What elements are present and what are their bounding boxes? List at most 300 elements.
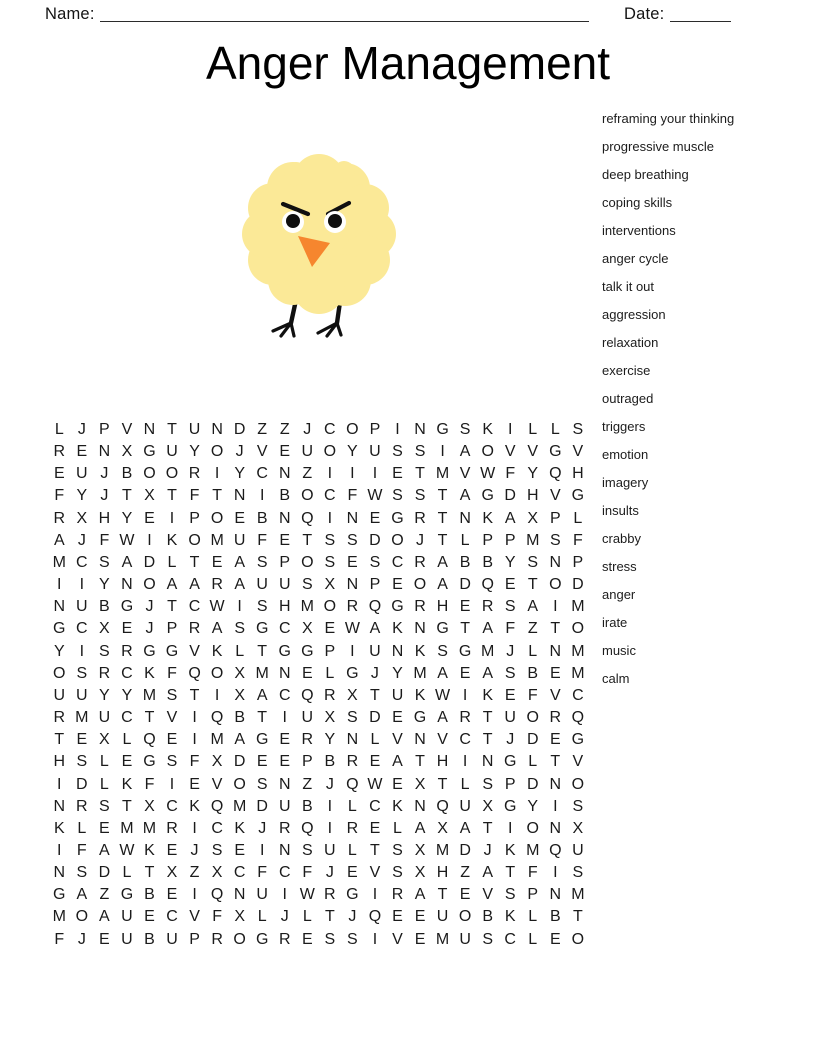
grid-letter: U [301, 443, 314, 461]
grid-letter: I [147, 531, 152, 549]
grid-letter: X [324, 576, 336, 594]
grid-letter: I [57, 841, 62, 859]
grid-letter: E [166, 841, 178, 859]
grid-letter: T [527, 576, 538, 594]
word-list-item: deep breathing [602, 167, 689, 182]
grid-letter: A [459, 443, 471, 461]
word-list-item: crabby [602, 531, 642, 546]
grid-letter: Y [234, 465, 245, 483]
grid-letter: F [302, 864, 313, 882]
grid-letter: Y [527, 797, 539, 815]
grid-letter: K [414, 642, 426, 660]
grid-letter: A [99, 908, 110, 926]
grid-letter: V [166, 709, 178, 727]
grid-letter: J [506, 642, 515, 660]
grid-letter: S [347, 930, 358, 948]
grid-letter: E [279, 443, 291, 461]
grid-letter: V [189, 642, 200, 660]
grid-letter: U [278, 576, 291, 594]
grid-letter: A [234, 553, 245, 571]
grid-letter: U [121, 908, 133, 926]
grid-letter: S [504, 664, 516, 682]
grid-letter: S [504, 886, 516, 904]
grid-letter: A [76, 886, 88, 904]
grid-letter: G [346, 886, 359, 904]
word-list-item: progressive muscle [602, 139, 714, 154]
grid-letter: T [482, 819, 493, 837]
grid-letter: I [327, 797, 333, 815]
grid-letter: L [347, 841, 357, 859]
grid-letter: G [549, 443, 562, 461]
grid-letter: M [526, 531, 540, 549]
grid-letter: I [372, 886, 378, 904]
grid-letter: E [392, 908, 403, 926]
grid-letter: E [459, 598, 471, 616]
grid-letter: K [211, 642, 223, 660]
grid-letter: N [549, 553, 562, 571]
grid-letter: L [528, 753, 538, 771]
grid-letter: I [192, 886, 197, 904]
grid-letter: K [482, 421, 493, 438]
grid-letter: W [209, 598, 225, 616]
grid-letter: P [301, 753, 313, 771]
grid-letter: J [77, 930, 86, 948]
grid-letter: S [166, 753, 178, 771]
grid-letter: O [210, 664, 224, 682]
grid-letter: Q [481, 576, 494, 594]
grid-letter: Q [549, 465, 562, 483]
grid-letter: E [392, 465, 403, 483]
grid-letter: A [482, 664, 493, 682]
grid-letter: U [166, 930, 178, 948]
grid-letter: B [256, 509, 268, 527]
grid-letter: S [392, 841, 403, 859]
grid-letter: X [414, 864, 426, 882]
grid-letter: S [76, 864, 88, 882]
grid-letter: F [99, 531, 110, 549]
grid-letter: R [278, 819, 291, 837]
grid-letter: R [76, 797, 88, 815]
grid-letter: N [549, 775, 562, 793]
grid-letter: F [167, 664, 177, 682]
grid-letter: A [392, 753, 403, 771]
grid-letter: S [76, 664, 88, 682]
grid-letter: U [53, 686, 66, 704]
chick-foot-right [318, 323, 341, 336]
word-list-item: irate [602, 615, 628, 630]
grid-letter: G [120, 598, 134, 616]
grid-letter: A [437, 553, 448, 571]
grid-letter: Y [99, 686, 110, 704]
grid-letter: K [234, 819, 245, 837]
grid-letter: A [459, 819, 471, 837]
grid-letter: C [369, 797, 381, 815]
grid-letter: G [301, 642, 314, 660]
grid-letter: T [167, 598, 177, 616]
grid-letter: L [122, 731, 132, 749]
grid-letter: O [233, 775, 246, 793]
grid-letter: S [572, 797, 584, 815]
grid-letter: F [527, 686, 538, 704]
grid-letter: O [549, 576, 562, 594]
grid-letter: A [504, 509, 516, 527]
grid-letter: R [53, 709, 66, 727]
grid-letter: R [346, 598, 359, 616]
grid-letter: A [234, 731, 245, 749]
grid-letter: S [166, 686, 178, 704]
grid-letter: N [346, 731, 359, 749]
word-list-item: outraged [602, 391, 654, 406]
grid-letter: T [505, 864, 516, 882]
angry-chick-illustration [226, 146, 411, 351]
grid-letter: Q [301, 686, 314, 704]
grid-letter: S [347, 531, 358, 549]
grid-letter: T [437, 487, 448, 505]
grid-letter: C [459, 731, 471, 749]
grid-letter: Q [301, 509, 314, 527]
grid-letter: E [121, 753, 133, 771]
grid-letter: O [210, 509, 224, 527]
grid-letter: T [460, 620, 470, 638]
grid-letter: M [435, 465, 450, 483]
grid-letter: G [503, 753, 517, 771]
grid-letter: U [369, 443, 381, 461]
grid-letter: Y [324, 731, 336, 749]
grid-letter: C [572, 686, 584, 704]
grid-letter: A [437, 576, 448, 594]
grid-letter: A [53, 531, 65, 549]
grid-letter: E [392, 576, 403, 594]
grid-letter: I [395, 421, 400, 438]
grid-letter: I [440, 443, 445, 461]
grid-letter: S [504, 598, 516, 616]
grid-letter: S [414, 443, 426, 461]
word-list-item: aggression [602, 307, 666, 322]
grid-letter: J [77, 421, 86, 438]
grid-letter: S [99, 642, 110, 660]
grid-letter: E [369, 753, 381, 771]
grid-letter: S [572, 864, 584, 882]
grid-letter: H [436, 598, 449, 616]
grid-letter: C [278, 686, 291, 704]
grid-letter: V [437, 731, 448, 749]
grid-letter: X [211, 753, 223, 771]
grid-letter: E [549, 664, 561, 682]
grid-letter: R [414, 598, 426, 616]
grid-letter: I [372, 465, 378, 483]
grid-letter: Q [143, 731, 156, 749]
grid-letter: S [482, 775, 493, 793]
grid-letter: S [76, 753, 88, 771]
grid-letter: P [527, 886, 539, 904]
grid-letter: V [572, 753, 584, 771]
grid-letter: T [550, 620, 561, 638]
grid-letter: N [459, 509, 471, 527]
grid-letter: S [392, 487, 403, 505]
grid-letter: T [324, 908, 335, 926]
grid-letter: R [278, 930, 291, 948]
grid-letter: C [188, 598, 201, 616]
grid-letter: R [166, 819, 178, 837]
grid-letter: V [549, 686, 561, 704]
grid-letter: E [392, 775, 403, 793]
grid-letter: U [121, 930, 133, 948]
word-list-item: exercise [602, 363, 651, 378]
grid-letter: H [53, 753, 66, 771]
grid-letter: G [436, 620, 449, 638]
grid-letter: V [549, 487, 561, 505]
grid-letter: T [144, 709, 155, 727]
grid-letter: A [121, 553, 133, 571]
grid-letter: D [143, 553, 156, 571]
grid-letter: O [571, 775, 585, 793]
grid-letter: X [437, 819, 448, 837]
grid-letter: C [211, 819, 223, 837]
grid-letter: E [549, 731, 561, 749]
grid-letter: Q [436, 797, 449, 815]
grid-letter: G [143, 443, 156, 461]
grid-letter: F [54, 930, 65, 948]
grid-letter: L [54, 421, 64, 438]
grid-letter: M [435, 930, 450, 948]
grid-letter: E [504, 576, 516, 594]
grid-letter: T [54, 731, 65, 749]
grid-letter: T [257, 709, 268, 727]
grid-letter: G [143, 642, 156, 660]
grid-letter: I [192, 709, 197, 727]
chick-eye-pupil-right [328, 214, 342, 228]
grid-letter: P [189, 509, 200, 527]
grid-letter: L [257, 908, 267, 926]
grid-letter: W [435, 686, 451, 704]
grid-letter: R [414, 509, 426, 527]
chick-foot-left [273, 323, 294, 336]
grid-letter: T [122, 797, 132, 815]
grid-letter: L [235, 642, 245, 660]
grid-letter: I [462, 686, 468, 704]
grid-letter: A [527, 598, 539, 616]
grid-letter: O [188, 531, 201, 549]
grid-letter: T [167, 421, 177, 438]
grid-letter: D [256, 797, 268, 815]
grid-letter: V [482, 886, 493, 904]
grid-letter: W [119, 841, 135, 859]
grid-letter: E [301, 930, 313, 948]
grid-letter: X [301, 620, 313, 638]
grid-letter: S [324, 553, 336, 571]
grid-letter: E [99, 930, 110, 948]
grid-letter: U [436, 908, 449, 926]
grid-letter: T [212, 487, 222, 505]
grid-letter: I [350, 642, 355, 660]
grid-letter: G [255, 620, 269, 638]
grid-letter: Q [368, 908, 382, 926]
grid-letter: W [299, 886, 315, 904]
grid-letter: S [459, 421, 471, 438]
grid-letter: N [278, 775, 291, 793]
grid-letter: D [459, 841, 471, 859]
grid-letter: Q [210, 797, 224, 815]
grid-letter: E [279, 531, 291, 549]
grid-letter: L [573, 509, 583, 527]
grid-letter: R [53, 509, 66, 527]
grid-letter: A [211, 620, 223, 638]
grid-letter: I [327, 819, 333, 837]
chick-eye-pupil-left [286, 214, 300, 228]
grid-letter: F [76, 841, 87, 859]
word-list-item: imagery [602, 475, 649, 490]
grid-letter: B [482, 553, 493, 571]
grid-letter: G [436, 421, 449, 438]
grid-letter: H [278, 598, 291, 616]
grid-letter: C [76, 553, 88, 571]
grid-letter: S [234, 620, 245, 638]
grid-letter: L [99, 775, 109, 793]
grid-letter: K [166, 531, 178, 549]
grid-letter: L [302, 908, 312, 926]
grid-letter: J [280, 908, 289, 926]
grid-letter: S [211, 841, 223, 859]
grid-letter: U [76, 686, 88, 704]
grid-letter: Y [121, 686, 133, 704]
grid-letter: B [144, 930, 155, 948]
grid-letter: M [210, 731, 224, 749]
grid-letter: E [144, 908, 155, 926]
grid-letter: S [392, 864, 403, 882]
grid-letter: F [347, 487, 358, 505]
grid-letter: R [188, 465, 201, 483]
grid-letter: M [300, 598, 314, 616]
grid-letter: Z [460, 864, 470, 882]
grid-letter: P [166, 620, 178, 638]
grid-letter: E [301, 664, 313, 682]
grid-letter: V [369, 864, 381, 882]
grid-letter: N [549, 886, 562, 904]
grid-letter: E [211, 553, 223, 571]
grid-letter: J [370, 664, 379, 682]
grid-letter: U [459, 930, 471, 948]
grid-letter: M [255, 664, 269, 682]
grid-letter: O [391, 531, 404, 549]
grid-letter: O [165, 465, 179, 483]
grid-letter: K [144, 841, 155, 859]
grid-letter: R [324, 886, 336, 904]
grid-letter: W [119, 531, 135, 549]
grid-letter: N [278, 841, 291, 859]
grid-letter: K [121, 775, 133, 793]
grid-letter: S [347, 709, 358, 727]
grid-letter: M [571, 886, 585, 904]
grid-letter: J [325, 864, 334, 882]
grid-letter: L [460, 531, 470, 549]
grid-letter: Y [392, 664, 403, 682]
grid-letter: X [572, 819, 584, 837]
grid-letter: K [504, 908, 516, 926]
grid-letter: N [414, 620, 426, 638]
grid-letter: L [325, 664, 335, 682]
grid-letter: M [571, 664, 585, 682]
grid-letter: P [369, 576, 381, 594]
grid-letter: U [166, 443, 178, 461]
grid-letter: T [572, 908, 583, 926]
grid-letter: C [166, 797, 178, 815]
grid-letter: E [121, 620, 133, 638]
grid-letter: Z [302, 775, 313, 793]
grid-letter: Q [346, 775, 359, 793]
grid-letter: S [369, 553, 381, 571]
word-list-item: interventions [602, 223, 676, 238]
grid-letter: F [257, 864, 268, 882]
grid-letter: C [324, 421, 336, 438]
grid-letter: H [98, 509, 111, 527]
grid-letter: H [572, 465, 584, 483]
grid-letter: O [413, 576, 427, 594]
grid-letter: T [257, 642, 268, 660]
grid-letter: B [99, 598, 110, 616]
grid-letter: V [527, 443, 539, 461]
grid-letter: Q [210, 886, 224, 904]
word-list-item: insults [602, 503, 639, 518]
grid-letter: J [145, 620, 154, 638]
page-title: Anger Management [205, 37, 611, 89]
grid-letter: G [255, 930, 269, 948]
grid-letter: S [572, 421, 584, 438]
grid-letter: G [278, 642, 291, 660]
grid-letter: F [189, 753, 200, 771]
grid-letter: O [571, 620, 585, 638]
grid-letter: R [121, 642, 133, 660]
grid-letter: J [258, 819, 267, 837]
grid-letter: B [144, 886, 155, 904]
grid-letter: W [480, 465, 496, 483]
grid-letter: I [169, 509, 175, 527]
grid-letter: L [77, 819, 87, 837]
grid-letter: V [392, 930, 403, 948]
grid-letter: E [279, 731, 291, 749]
grid-letter: T [550, 753, 561, 771]
grid-letter: L [122, 864, 132, 882]
grid-letter: E [414, 908, 426, 926]
grid-letter: R [98, 664, 111, 682]
grid-letter: N [346, 576, 359, 594]
grid-letter: R [414, 553, 426, 571]
grid-letter: S [324, 930, 336, 948]
grid-letter: J [190, 841, 199, 859]
grid-letter: M [52, 553, 66, 571]
grid-letter: X [347, 686, 358, 704]
grid-letter: M [52, 908, 66, 926]
grid-letter: X [211, 864, 223, 882]
grid-letter: V [459, 465, 471, 483]
grid-letter: N [53, 797, 66, 815]
grid-letter: F [505, 465, 516, 483]
grid-letter: Z [527, 620, 538, 638]
grid-letter: A [414, 886, 426, 904]
grid-letter: L [550, 421, 560, 438]
grid-letter: R [549, 709, 562, 727]
grid-letter: S [414, 487, 426, 505]
grid-letter: X [414, 841, 426, 859]
grid-letter: E [549, 930, 561, 948]
grid-letter: P [504, 775, 516, 793]
grid-letter: D [369, 531, 381, 549]
grid-letter: T [437, 775, 448, 793]
grid-letter: I [372, 930, 378, 948]
grid-letter: M [526, 841, 540, 859]
grid-letter: U [76, 465, 88, 483]
grid-letter: B [279, 487, 291, 505]
grid-letter: E [234, 509, 245, 527]
